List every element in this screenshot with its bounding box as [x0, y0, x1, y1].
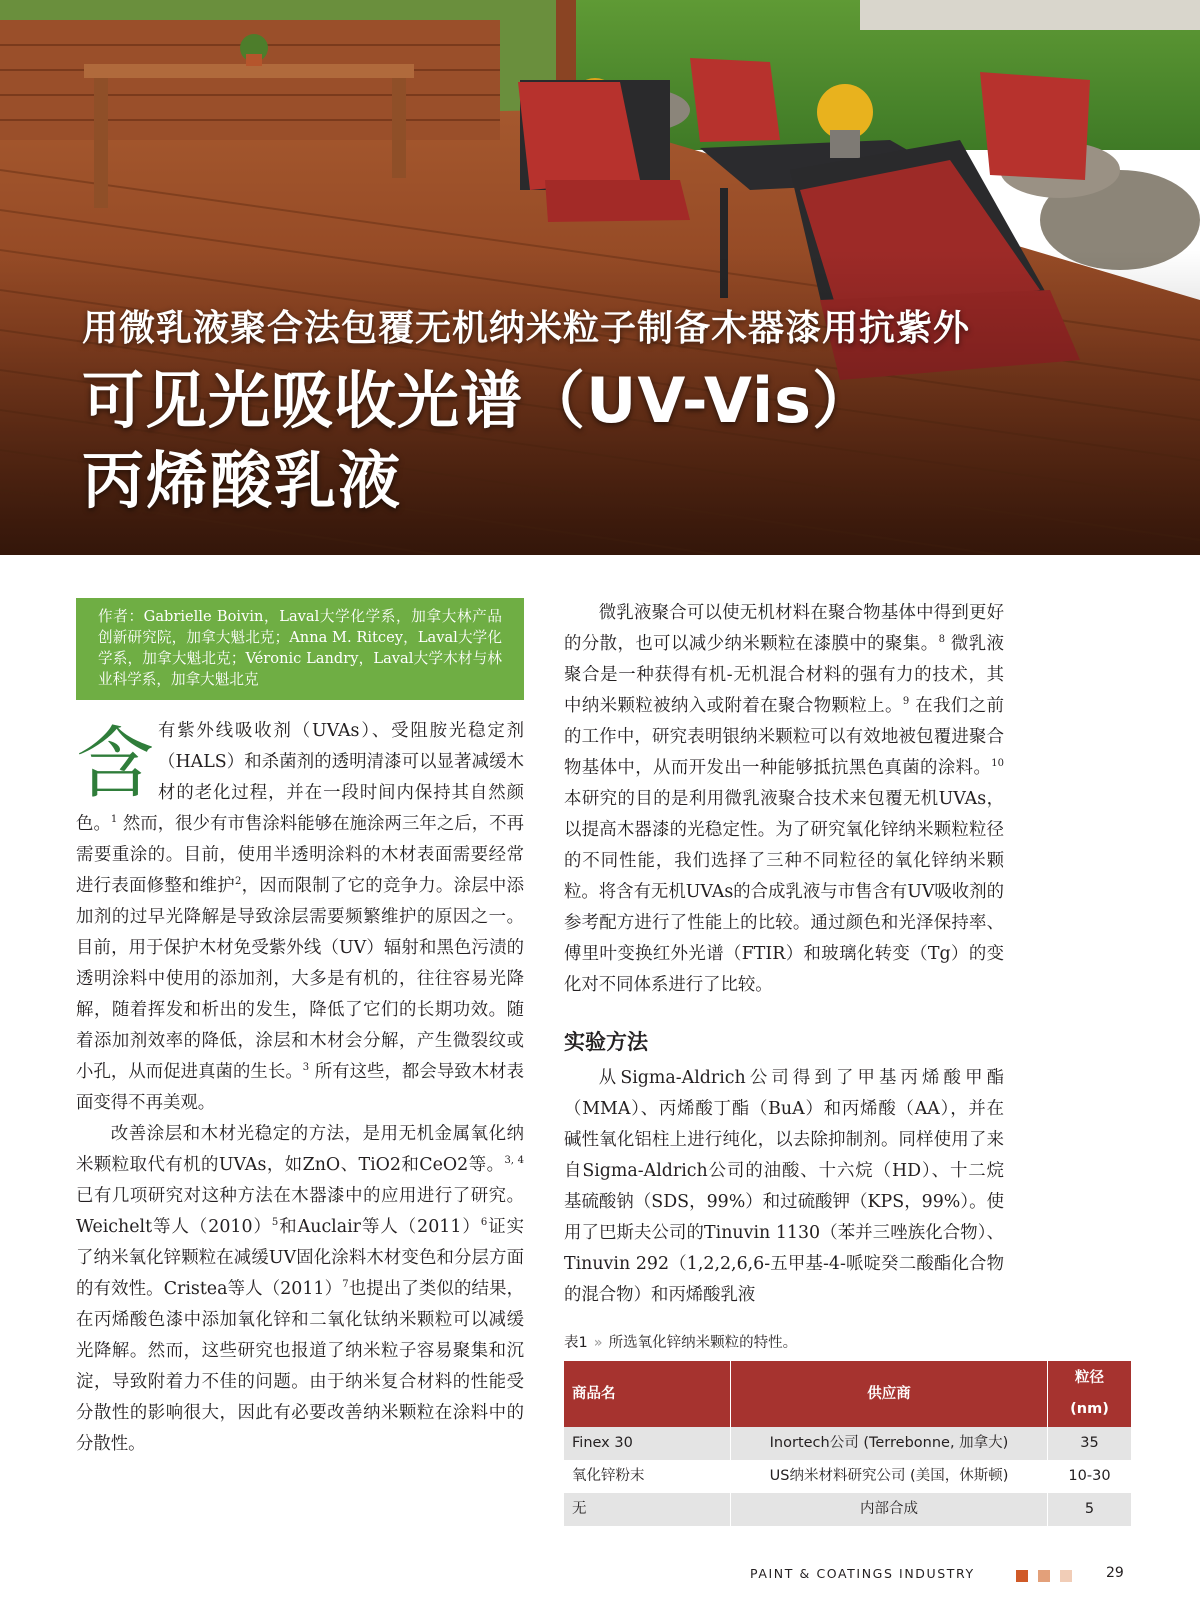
table-row: [564, 1493, 1132, 1526]
table-cell: 氧化锌粉末: [564, 1460, 731, 1493]
title-line-2: 可见光吸收光谱（UV-Vis）: [82, 364, 876, 437]
table-row: [564, 1460, 1132, 1493]
body-paragraph: [564, 598, 1004, 1001]
intro-paragraph: [76, 716, 524, 1119]
citation: 7: [342, 1279, 349, 1291]
title-line-3: 丙烯酸乳液: [82, 444, 403, 517]
page-number: 29: [1106, 1565, 1124, 1581]
text-run: ，因而限制了它的竞争力。涂层中添加剂的过早光降解是导致涂层需要频繁维护的原因之一。目前，用于保护木材免受紫外线（UV）辐射和黑色污渍的透明涂料中使用的添加剂，大多是有机的，往往容易光降解，随着挥发和析出的发生，降低了它们的长期功效。随着添加剂效率的降低，涂层和木材会分解，产生微裂纹或小孔，从而促进真菌的生长。: [76, 876, 524, 1082]
citation: 1: [110, 814, 118, 826]
text-run: 微乳液聚合是一种获得有机-无机混合材料的强有力的技术，其中纳米颗粒被纳入或附着在聚合物颗粒上。: [564, 634, 1004, 716]
table-header-row: [564, 1361, 1132, 1427]
page-footer: [0, 1562, 1200, 1592]
caption-arrow-icon: »: [593, 1335, 603, 1351]
table-caption: [564, 1333, 1004, 1353]
dropcap: 含: [76, 719, 155, 809]
text-run: 改善涂层和木材光稳定的方法，是用无机金属氧化纳米颗粒取代有机的UVAs，如ZnO、TiO2和CeO2等。: [76, 1124, 524, 1175]
decor-square-icon: [1038, 1570, 1050, 1582]
citation: 9: [902, 696, 910, 708]
hero-photo: [0, 0, 1200, 555]
table-number: 表1: [564, 1335, 588, 1351]
citation: 5: [271, 1217, 279, 1229]
author-box: 作者：Gabrielle Boivin，Laval大学化学系，加拿大林产品创新研究院，加拿大魁北克；Anna M. Ritcey，Laval大学化学系，加拿大魁北克；Véronic Landry，Laval大学木材与林业科学系，加拿大魁北克: [76, 598, 524, 700]
citation: 2: [234, 876, 242, 888]
table-cell: 35: [1048, 1427, 1132, 1460]
text-run: 已有几项研究对这种方法在木器漆中的应用进行了研究。Weichelt等人（2010）: [76, 1186, 524, 1237]
caption-text: 所选氧化锌纳米颗粒的特性。: [608, 1335, 798, 1351]
zno-properties-table: [564, 1361, 1132, 1526]
table-cell: Inortech公司 (Terrebonne, 加拿大): [731, 1427, 1048, 1460]
text-run: 在我们之前的工作中，研究表明银纳米颗粒可以有效地被包覆进聚合物基体中，从而开发出一种能够抵抗黑色真菌的涂料。: [564, 696, 1004, 778]
table-cell: 10-30: [1048, 1460, 1132, 1493]
left-column: [76, 598, 524, 1460]
column-header: 粒径(nm): [1048, 1361, 1132, 1427]
citation: 3: [302, 1062, 310, 1074]
table-cell: 内部合成: [731, 1493, 1048, 1526]
decor-square-icon: [1060, 1570, 1072, 1582]
body-paragraph: [76, 1119, 524, 1460]
publication-name: PAINT & COATINGS INDUSTRY: [750, 1566, 975, 1581]
column-header: 供应商: [731, 1361, 1048, 1427]
body-paragraph: 从Sigma-Aldrich公司得到了甲基丙烯酸甲酯（MMA）、丙烯酸丁酯（BuA）和丙烯酸（AA），并在碱性氧化铝柱上进行纯化，以去除抑制剂。同样使用了来自Sigma-Aldrich公司的油酸、十六烷（HD）、十二烷基硫酸钠（SDS，99%）和过硫酸钾（KPS，99%）。使用了巴斯夫公司的Tinuvin 1130（苯并三唑族化合物）、Tinuvin 292（1,2,2,6,6-五甲基-4-哌啶癸二酸酯化合物的混合物）和丙烯酸乳液: [564, 1068, 1004, 1305]
table-cell: US纳米材料研究公司 (美国，休斯顿): [731, 1460, 1048, 1493]
text-run: 有紫外线吸收剂（UVAs）、受阻胺光稳定剂（HALS）和杀菌剂的透明清漆可以显著减缓木材的老化过程，并在一段时间内保持其自然颜色。: [76, 721, 524, 834]
citation: 8: [938, 634, 945, 646]
citation: 3, 4: [504, 1155, 524, 1167]
decor-square-icon: [1016, 1570, 1028, 1582]
table-cell: 无: [564, 1493, 731, 1526]
text-run: 也提出了类似的结果，在丙烯酸色漆中添加氧化锌和二氧化钛纳米颗粒可以减缓光降解。然而，这些研究也报道了纳米粒子容易聚集和沉淀，导致附着力不佳的问题。由于纳米复合材料的性能受分散性的影响很大，因此有必要改善纳米颗粒在涂料中的分散性。: [76, 1279, 524, 1454]
text-run: 微乳液聚合可以使无机材料在聚合物基体中得到更好的分散，也可以减少纳米颗粒在漆膜中的聚集。: [564, 603, 1004, 654]
column-header: 商品名: [564, 1361, 731, 1427]
title-line-1: 用微乳液聚合法包覆无机纳米粒子制备木器漆用抗紫外: [82, 308, 971, 349]
text-run: 证实了纳米氧化锌颗粒在减缓UV固化涂料木材变色和分层方面的有效性。Cristea等人（2011）: [76, 1217, 524, 1299]
table-cell: Finex 30: [564, 1427, 731, 1460]
right-column: [564, 598, 1111, 1526]
text-run: 然而，很少有市售涂料能够在施涂两三年之后，不再需要重涂的。目前，使用半透明涂料的木材表面需要经常进行表面修整和维护: [76, 814, 524, 896]
citation: 10: [991, 758, 1004, 770]
citation: 6: [480, 1217, 488, 1229]
text-run: 所有这些，都会导致木材表面变得不再美观。: [76, 1062, 524, 1113]
table-row: [564, 1427, 1132, 1460]
text-run: 和Auclair等人（2011）: [278, 1217, 481, 1237]
text-run: 本研究的目的是利用微乳液聚合技术来包覆无机UVAs，以提高木器漆的光稳定性。为了研究氧化锌纳米颗粒粒径的不同性能，我们选择了三种不同粒径的氧化锌纳米颗粒。将含有无机UVAs的合成乳液与市售含有UV吸收剂的参考配方进行了性能上的比较。通过颜色和光泽保持率、傅里叶变换红外光谱（FTIR）和玻璃化转变（Tg）的变化对不同体系进行了比较。: [564, 789, 1004, 995]
article-title: [82, 305, 1140, 521]
table-cell: 5: [1048, 1493, 1132, 1526]
section-heading: 实验方法: [564, 1030, 648, 1054]
